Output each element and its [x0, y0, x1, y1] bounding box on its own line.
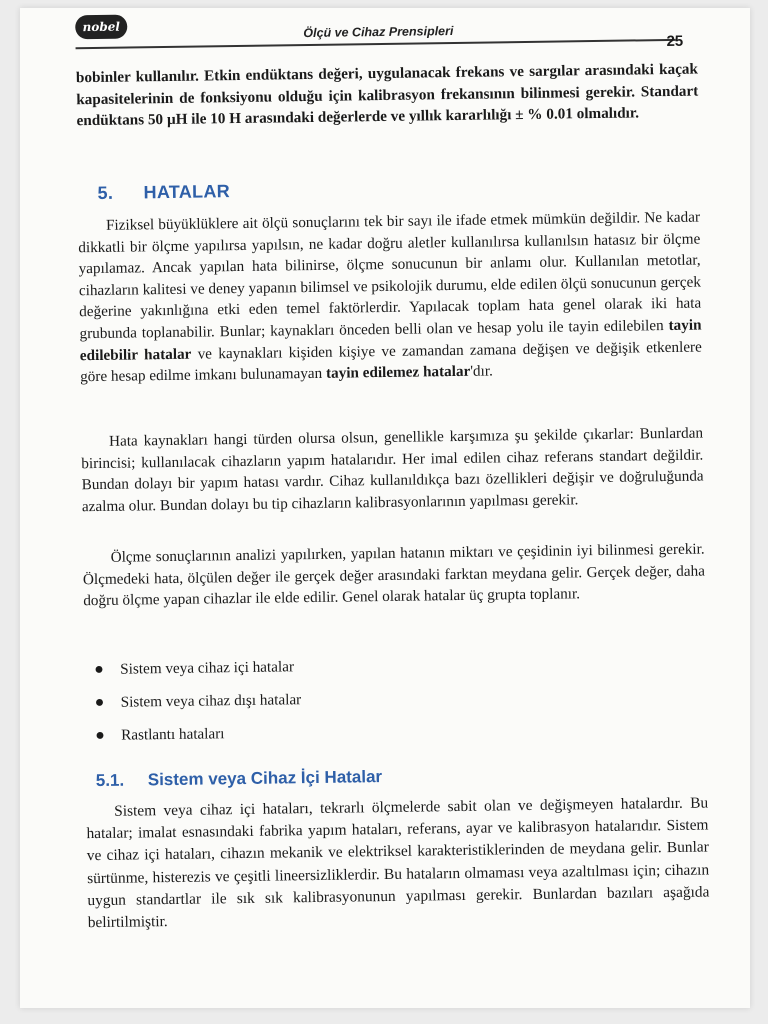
bold-term: tayin edilemez hatalar: [325, 362, 471, 382]
error-group-list: [94, 656, 302, 758]
running-title: Ölçü ve Cihaz Prensipleri: [303, 23, 454, 41]
page-content: [20, 8, 750, 1008]
section-number: 5.: [97, 182, 114, 203]
list-item: [94, 656, 301, 692]
paragraph-text: Fiziksel büyüklüklere ait ölçü sonuçlarını tek bir sayı ile ifade etmek mümkün değildir. Ne kadar dikkatli bir ölçme yapılırsa yapılsın, ne kadar doğru aletler kullanılırsa kullanılsın hatasız bir ölçme yapılamaz. Ancak yapılan hata bilinirse, ölçme sonucunun bir anlamı olur. Kullanılan metotlar, cihazların kalitesi ve deney yapanın bilimsel ve psikolojik durumu, elde edilen ölçü sonucunun gerçek değerine yakınlığına etki eden temel faktörlerdir. Yapılacak toplam hata genel olarak iki hata grubunda toplanabilir. Bunlar; kaynakları önceden belli olan ve hesap yolu ile tayin edilebilen: [78, 208, 702, 343]
list-item: [95, 722, 302, 758]
bullet-icon: ●: [94, 660, 105, 679]
page-number: 25: [666, 32, 684, 51]
bold-term: tayin edilebilir hatalar: [79, 316, 702, 364]
subsection-number: 5.1.: [95, 770, 125, 791]
section-title: HATALAR: [143, 181, 231, 203]
bullet-icon: ●: [94, 693, 105, 712]
paragraph-text: 'dır.: [470, 362, 493, 380]
paragraph-continuation: bobinler kullanılır. Etkin endüktans değeri, uygulanacak frekans ve sargılar arasındaki kaçak kapasitelerinin de fonksiyonu olduğu için kalibrasyon frekansının bilinmesi gerekir. Standart endüktans 50 µH ile 10 H arasındaki değerlerde ve yıllık kararlılığı ± % 0.01 olmalıdır.: [75, 60, 699, 130]
paragraph-error-sources: Hata kaynakları hangi türden olursa olsun, genellikle karşımıza şu şekilde çıkarlar: Bunlardan birincisi; kullanılacak cihazların yapım hatalarıdır. Her imal edilen cihaz referans standart değildir. Bundan dolayı bir yapım hatası vardır. Cihaz kullanıldıkça bazı özellikleri değişir ve doğruluğunda azalma olur. Bundan dolayı bu tip cihazların kalibrasyonlarının yapılması gerekir.: [81, 424, 704, 515]
list-item-label: Rastlantı hataları: [121, 725, 225, 744]
subsection-title: Sistem veya Cihaz İçi Hatalar: [147, 767, 383, 790]
book-page: [20, 8, 750, 1008]
header-rule: [76, 39, 676, 49]
paragraph-text: ve kaynakları kişiden kişiye ve zamandan zamana değişen ve değişik etkenlere göre hesap edilme imkanı bulunamayan: [80, 338, 702, 386]
bullet-icon: ●: [95, 726, 105, 745]
paragraph-error-analysis: Ölçme sonuçlarının analizi yapılırken, yapılan hatanın miktarı ve çeşidinin iyi bilinmesi gerekir. Ölçmedeki hata, ölçülen değer ile gerçek değer arasındaki farktan meydana gelir. Gerçek değer, daha doğru ölçme yapan cihazlar ile elde edilir. Genel olarak hatalar üç grupta toplanır.: [82, 540, 706, 610]
paragraph-intro: [78, 207, 702, 388]
paragraph-system-errors: Sistem veya cihaz içi hataları, tekrarlı ölçmelerde sabit olan ve değişmeyen hatalardır. Bu hatalar; imalat esnasındaki fabrika yapım hataları, referans, ayar ve kalibrasyon hatalarıdır. Sistem ve cihaz içi hataları, cihazın mekanik ve elektriksel karakteristiklerinden de meydana gelir. Bunlar sürtünme, histerezis ve çeşitli lineersizliklerdir. Bu hataların olmaması veya azaltılması için; cihazın uygun standartlar ile sık sık kalibrasyonunun yapılması gerekir. Bunlardan bazıları aşağıda belirtilmiştir.: [86, 794, 710, 932]
publisher-logo: nobel: [75, 15, 127, 40]
list-item-label: Sistem veya cihaz dışı hatalar: [120, 691, 302, 711]
section-heading: [97, 181, 230, 204]
subsection-heading: [96, 767, 383, 791]
list-item: [95, 689, 302, 725]
list-item-label: Sistem veya cihaz içi hatalar: [120, 658, 295, 678]
